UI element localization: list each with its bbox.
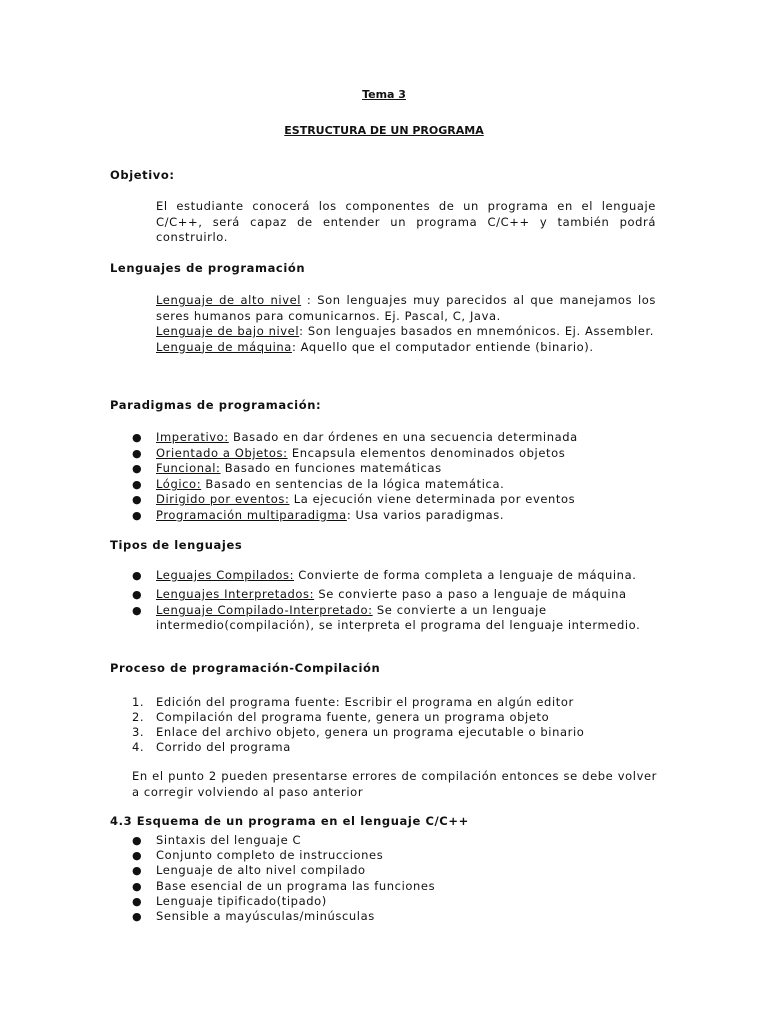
step-number: 4. [132,740,145,754]
tipo-label: Lenguajes Interpretados: [156,587,315,601]
step-text: Corrido del programa [156,740,291,754]
proceso-note: En el punto 2 pueden presentarse errores de compilación entonces se debe volver a corregir volviendo al paso anterior [132,769,657,799]
list-item [132,740,662,756]
list-item [132,492,662,508]
step-text: Edición del programa fuente: Escribir el programa en algún editor [156,695,574,709]
paradigma-text: Basado en sentencias de la lógica matemática. [201,477,505,491]
esquema-item: Lenguaje tipificado(tipado) [156,894,327,908]
esquema-item: Sintaxis del lenguaje C [156,833,302,847]
paradigma-text: Basado en funciones matemáticas [220,461,442,475]
paradigma-label: Lógico: [156,477,202,491]
bullet-icon: ● [132,864,143,877]
bullet-icon: ● [132,880,143,893]
bullet-icon: ● [132,447,143,460]
document-title: ESTRUCTURA DE UN PROGRAMA [284,124,484,137]
esquema-item: Base esencial de un programa las funciones [156,879,436,893]
paradigma-label: Funcional: [156,461,221,475]
step-number: 1. [132,695,145,709]
bullet-icon: ● [132,834,143,847]
objetivo-text: El estudiante conocerá los componentes de un programa en el lenguaje C/C++, será capaz de entender un programa C/C++ y también podrá construirlo. [156,199,656,244]
list-item [132,587,662,603]
paradigma-text: Encapsula elementos denominados objetos [287,446,566,460]
lenguajes-definitions [156,293,656,355]
tipo-text: Convierte de forma completa a lenguaje de máquina. [294,568,637,582]
bullet-icon: ● [132,588,143,601]
bullet-icon: ● [132,493,143,506]
maquina-def [156,340,656,356]
lenguajes-heading: Lenguajes de programación [110,261,306,275]
bullet-icon: ● [132,849,143,862]
alto-nivel-label: Lenguaje de alto nivel [156,293,302,307]
paradigma-text: Basado en dar órdenes en una secuencia determinada [228,430,578,444]
proceso-heading: Proceso de programación-Compilación [110,661,381,675]
esquema-item: Lenguaje de alto nivel compilado [156,863,366,877]
bullet-icon: ● [132,509,143,522]
bajo-nivel-def [156,324,656,340]
paradigma-label: Dirigido por eventos: [156,492,290,506]
bullet-icon: ● [132,478,143,491]
list-item [132,909,662,925]
bullet-icon: ● [132,604,143,617]
list-item [132,833,662,849]
alto-nivel-def [156,293,656,324]
tipo-label: Lenguaje Compilado-Interpretado: [156,603,373,617]
esquema-item: Conjunto completo de instrucciones [156,848,384,862]
tipos-heading: Tipos de lenguajes [110,538,243,552]
list-item [132,725,662,741]
objetivo-heading: Objetivo: [110,168,175,182]
maquina-text: : Aquello que el computador entiende (binario). [291,339,594,354]
tipo-continuation: intermedio(compilación), se interpreta el programa del lenguaje intermedio. [156,618,641,632]
list-item [132,863,662,879]
bullet-icon: ● [132,910,143,923]
bajo-nivel-label: Lenguaje de bajo nivel [156,324,300,338]
tipo-label: Leguajes Compilados: [156,568,295,582]
list-item [132,430,662,446]
paradigma-label: Orientado a Objetos: [156,446,288,460]
list-item [132,461,662,477]
alto-nivel-text: : Son lenguajes muy parecidos al que manejamos los seres humanos para comunicarnos. Ej. Pascal, C, Java. [156,293,656,323]
list-item [132,695,662,711]
bajo-nivel-text: : Son lenguajes basados en mnemónicos. Ej. Assembler. [299,324,655,338]
paradigma-label: Programación multiparadigma [156,508,347,522]
paradigma-text: : Usa varios paradigmas. [346,508,505,522]
bullet-icon: ● [132,895,143,908]
tipo-text: Se convierte a un lenguaje [372,603,547,617]
list-item [132,879,662,895]
paradigmas-heading: Paradigmas de programación: [110,398,322,412]
bullet-icon: ● [132,462,143,475]
bullet-icon: ● [132,431,143,444]
step-number: 3. [132,725,145,739]
list-item [132,508,662,524]
topic-title: Tema 3 [362,88,406,101]
list-item [132,477,662,493]
paradigma-label: Imperativo: [156,430,229,444]
maquina-label: Lenguaje de máquina [156,339,292,354]
list-item [132,446,662,462]
tipo-text: Se convierte paso a paso a lenguaje de máquina [314,587,627,601]
paradigma-text: La ejecución viene determinada por eventos [289,492,576,506]
list-item [132,710,662,726]
bullet-icon: ● [132,569,143,582]
step-text: Compilación del programa fuente, genera un programa objeto [156,710,550,724]
step-number: 2. [132,710,145,724]
list-item [132,894,662,910]
esquema-item: Sensible a mayúsculas/minúsculas [156,909,375,923]
list-item [132,568,662,584]
esquema-heading: 4.3 Esquema de un programa en el lenguaje C/C++ [110,814,469,828]
list-item [132,603,662,619]
step-text: Enlace del archivo objeto, genera un programa ejecutable o binario [156,725,585,739]
list-item [132,848,662,864]
